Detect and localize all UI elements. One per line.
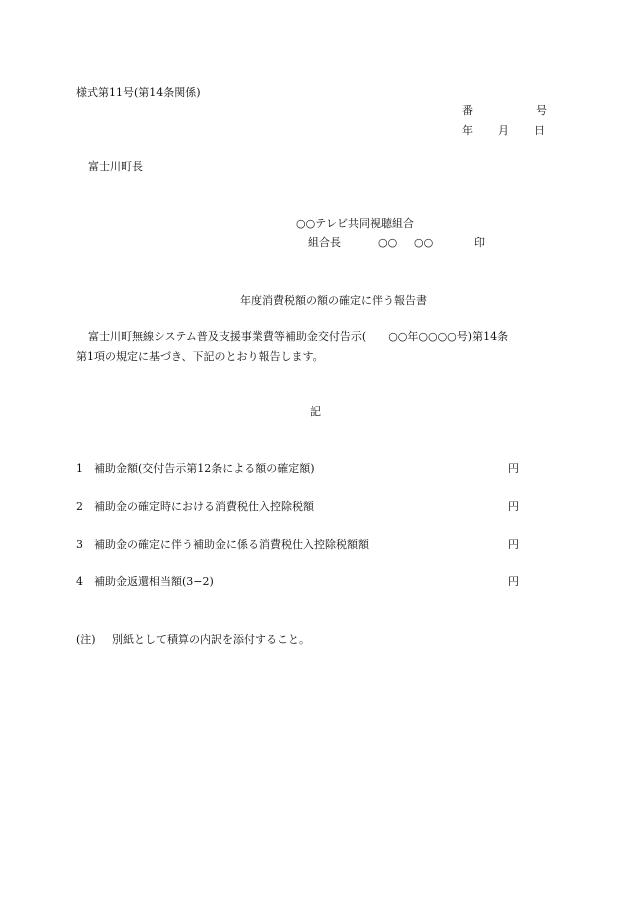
applicant-given-name: ○○	[414, 236, 434, 249]
applicant-surname: ○○	[378, 236, 398, 249]
item-unit: 円	[508, 575, 519, 588]
date-month: 月	[498, 124, 509, 137]
addressee: 富士川町長	[88, 160, 143, 173]
item-label: 補助金の確定時における消費税仕入控除税額	[94, 500, 314, 513]
body-paragraph	[76, 327, 566, 367]
note-prefix: (注)	[76, 633, 96, 646]
date-day: 日	[534, 124, 545, 137]
body-line-1: 富士川町無線システム普及支援事業費等補助金交付告示( ○○年○○○○号)第14条	[88, 330, 509, 343]
body-line-2: 第1項の規定に基づき、下記のとおり報告します。	[76, 350, 324, 363]
item-label: 補助金返還相当額(3−2)	[94, 575, 214, 588]
number-go: 号	[536, 104, 547, 117]
document-title: 年度消費税額の額の確定に伴う報告書	[240, 294, 427, 307]
note-text: 別紙として積算の内訳を添付すること。	[112, 633, 310, 646]
item-unit: 円	[508, 538, 519, 551]
item-number: 4	[76, 575, 83, 588]
item-label: 補助金の確定に伴う補助金に係る消費税仕入控除税額額	[94, 538, 369, 551]
seal-mark: 印	[474, 236, 485, 249]
item-unit: 円	[508, 500, 519, 513]
number-ban: 番	[462, 104, 473, 117]
ki-heading: 記	[310, 405, 321, 418]
date-year: 年	[462, 124, 473, 137]
item-number: 2	[76, 500, 83, 513]
item-unit: 円	[508, 462, 519, 475]
item-label: 補助金額(交付告示第12条による額の確定額)	[94, 462, 315, 475]
applicant-organization: ○○テレビ共同視聴組合	[296, 217, 414, 230]
item-number: 1	[76, 462, 83, 475]
form-label: 様式第11号(第14条関係)	[76, 86, 201, 99]
item-number: 3	[76, 538, 83, 551]
applicant-title: 組合長	[308, 236, 341, 249]
